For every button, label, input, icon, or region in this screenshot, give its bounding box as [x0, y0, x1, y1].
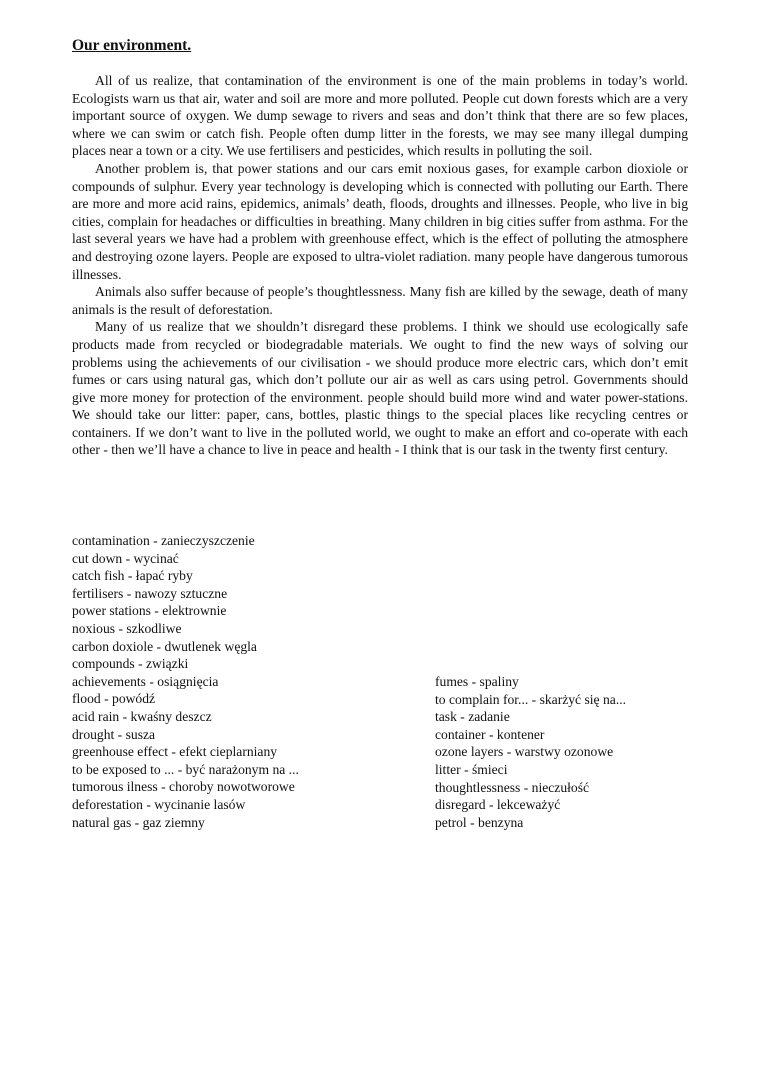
vocab-item: power stations - elektrownie	[72, 603, 227, 619]
vocab-item: greenhouse effect - efekt cieplarniany	[72, 744, 278, 760]
vocab-item: contamination - zanieczyszczenie	[72, 533, 255, 548]
vocab-item: achievements - osiągnięcia	[72, 673, 219, 689]
vocabulary-left-column	[72, 532, 432, 831]
vocab-item: task - zadanie	[435, 709, 510, 725]
page-title: Our environment.	[72, 37, 192, 54]
vocab-item: drought - susza	[72, 726, 156, 742]
vocab-item: container - kontener	[435, 726, 545, 742]
vocab-item: catch fish - łapać ryby	[72, 568, 193, 584]
paragraph-1: All of us realize, that contamination of the environment is one of the main problems in today’s world. Ecologists warn us that air, water and soil are more and more polluted. People cut down forests which are a very important source of oxygen. We dump sewage to rivers and seas and don’t think that there are so few places, where we can swim or catch fish. People often dump litter in the forests, we may see many illegal dumping places near a town or a city. We use fertilisers and pesticides, which results in polluting the soil.	[72, 73, 688, 159]
vocab-item: carbon doxiole - dwutlenek węgla	[72, 638, 257, 654]
vocab-item: fumes - spaliny	[435, 674, 519, 689]
vocab-item: tumorous ilness - choroby nowotworowe	[72, 779, 295, 795]
vocab-item: deforestation - wycinanie lasów	[72, 796, 246, 812]
paragraph-3: Animals also suffer because of people’s thoughtlessness. Many fish are killed by the sewage, death of many animals is the result of deforestation.	[72, 284, 688, 317]
document-body	[72, 36, 688, 459]
vocab-item: petrol - benzyna	[435, 814, 524, 830]
vocab-item: thoughtlessness - nieczułość	[435, 779, 590, 795]
vocab-item: disregard - lekceważyć	[435, 797, 561, 813]
vocab-item: acid rain - kwaśny deszcz	[72, 708, 212, 724]
vocab-item: ozone layers - warstwy ozonowe	[435, 744, 614, 760]
vocab-item: noxious - szkodliwe	[72, 620, 182, 636]
vocab-item: to be exposed to ... - być narażonym na ...	[72, 761, 299, 777]
vocab-item: natural gas - gaz ziemny	[72, 814, 205, 830]
vocab-item: fertilisers - nawozy sztuczne	[72, 585, 228, 601]
vocab-item: flood - powódź	[72, 691, 156, 707]
paragraph-2: Another problem is, that power stations and our cars emit noxious gases, for example carbon dioxiole or compounds of sulphur. Every year technology is developing which is connected with polluting our Earth. There are more and more acid rains, epidemics, animals’ death, floods, droughts and illnesses. People, who live in big cities, complain for headaches or difficulties in breathing. Many children in big cities suffer from asthma. For the last several years we have had a problem with greenhouse effect, which is the effect of polluting the atmosphere and destroying ozone layers. People are exposed to ultra-violet radiation. many people have dangerous tumorous illnesses.	[72, 160, 688, 282]
vocab-item: litter - śmieci	[435, 761, 508, 777]
vocab-item: to complain for... - skarżyć się na...	[435, 691, 627, 707]
vocabulary-right-column	[435, 673, 695, 831]
vocab-item: cut down - wycinać	[72, 550, 179, 566]
paragraph-4: Many of us realize that we shouldn’t disregard these problems. I think we should use ecologically safe products made from recycled or biodegradable materials. We ought to find the new ways of solving our problems using the achievements of our civilisation - we should produce more electric cars, which don’t emit fumes or cars using natural gas, which don’t pollute our air as well as cars using petrol. Governments should give more money for protection of the environment. people should build more wind and water power-stations. We should take our litter: paper, cans, bottles, plastic things to the special places like recycling centres or containers. If we don’t want to live in the polluted world, we ought to make an effort and co-operate with each other - then we’ll have a chance to live in peace and health - I think that is our task in the twenty first century.	[72, 319, 688, 458]
vocab-item: compounds - związki	[72, 656, 189, 672]
